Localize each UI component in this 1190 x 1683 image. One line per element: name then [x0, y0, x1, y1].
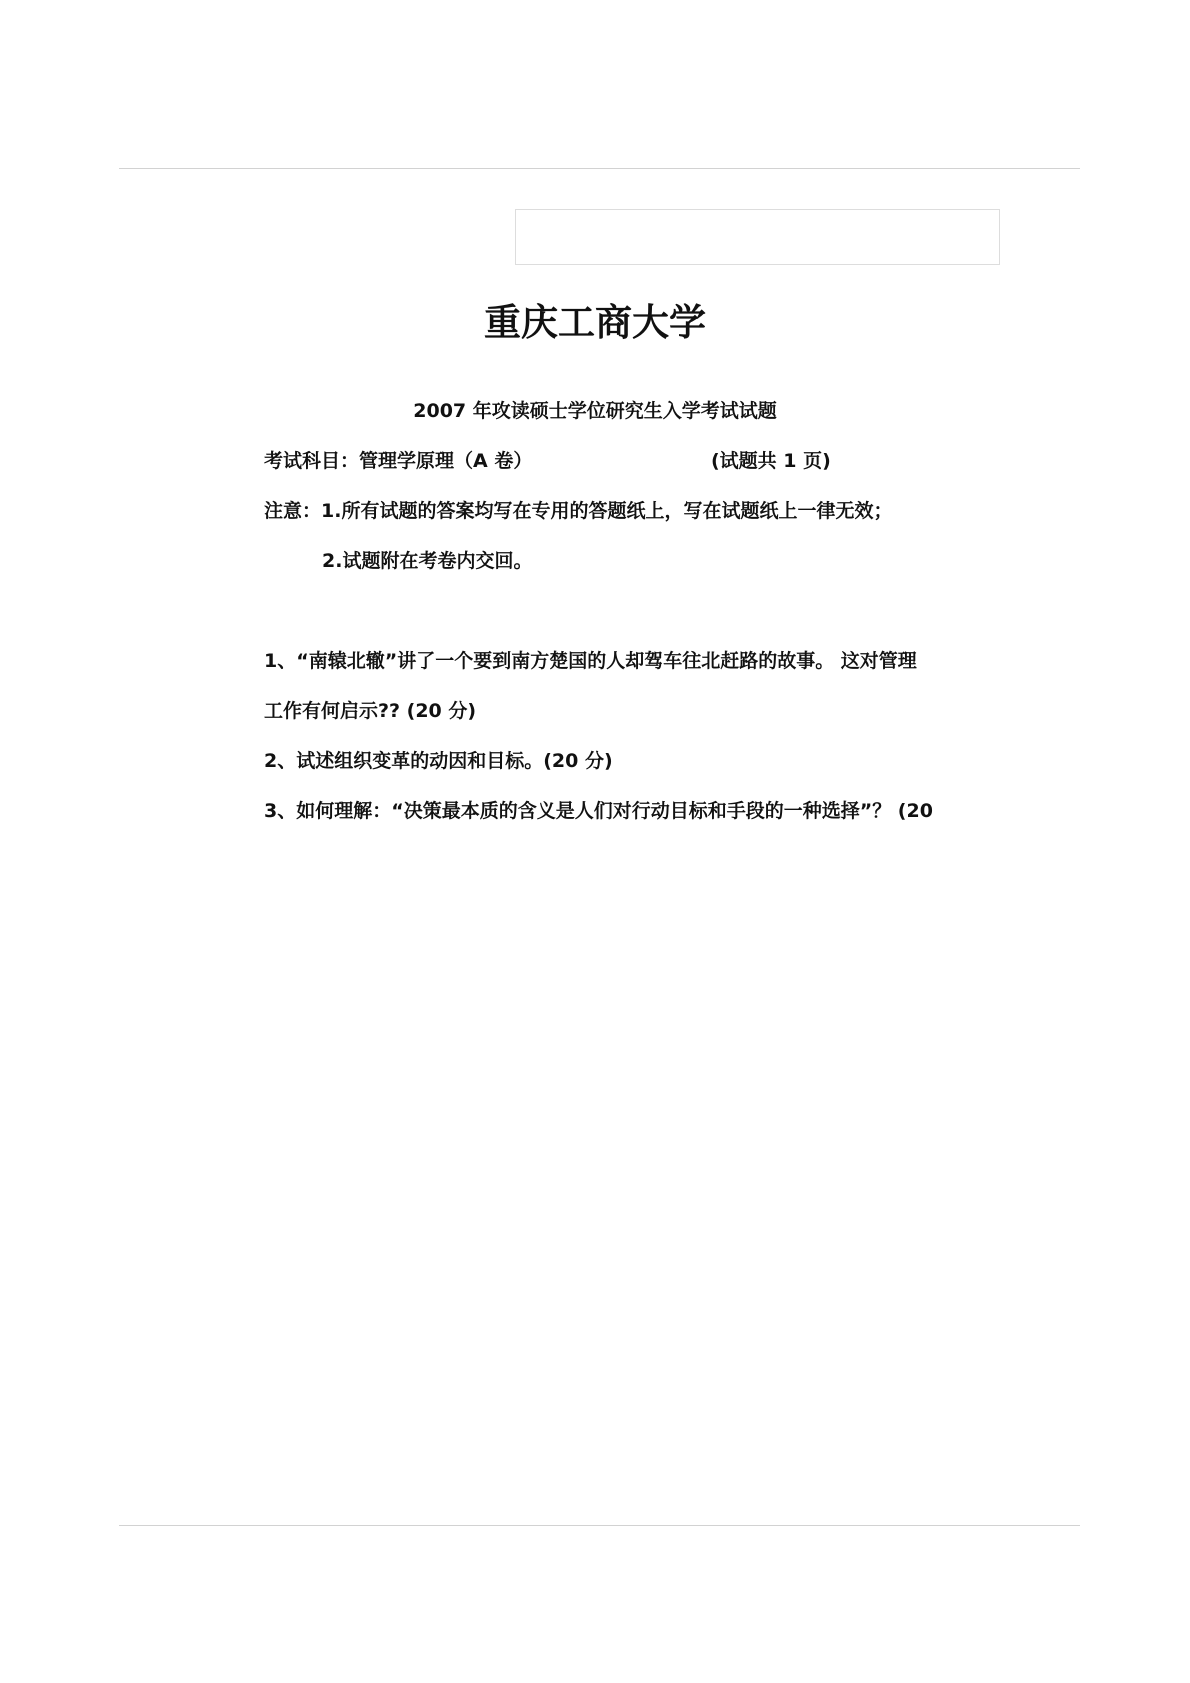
question-2: 2、试述组织变革的动因和目标。(20 分) [264, 750, 613, 772]
exam-subject: 考试科目：管理学原理（A 卷） [264, 450, 533, 472]
question-1-line-2: 工作有何启示?? (20 分) [264, 700, 477, 722]
notice-line-1: 注意：1.所有试题的答案均写在专用的答题纸上，写在试题纸上一律无效； [264, 500, 893, 522]
page-top-divider [119, 168, 1080, 169]
university-title: 重庆工商大学 [484, 301, 706, 344]
exam-title: 2007 年攻读硕士学位研究生入学考试试题 [413, 400, 777, 422]
notice-line-2: 2.试题附在考卷内交回。 [322, 550, 533, 572]
question-3: 3、如何理解：“决策最本质的含义是人们对行动目标和手段的一种选择”？ (20 [264, 800, 933, 822]
question-1-line-1: 1、“南辕北辙”讲了一个要到南方楚国的人却驾车往北赶路的故事。 这对管理 [264, 650, 917, 672]
header-blank-box [515, 209, 1000, 265]
page-bottom-divider [119, 1525, 1080, 1526]
page-count-note: (试题共 1 页) [711, 450, 831, 472]
